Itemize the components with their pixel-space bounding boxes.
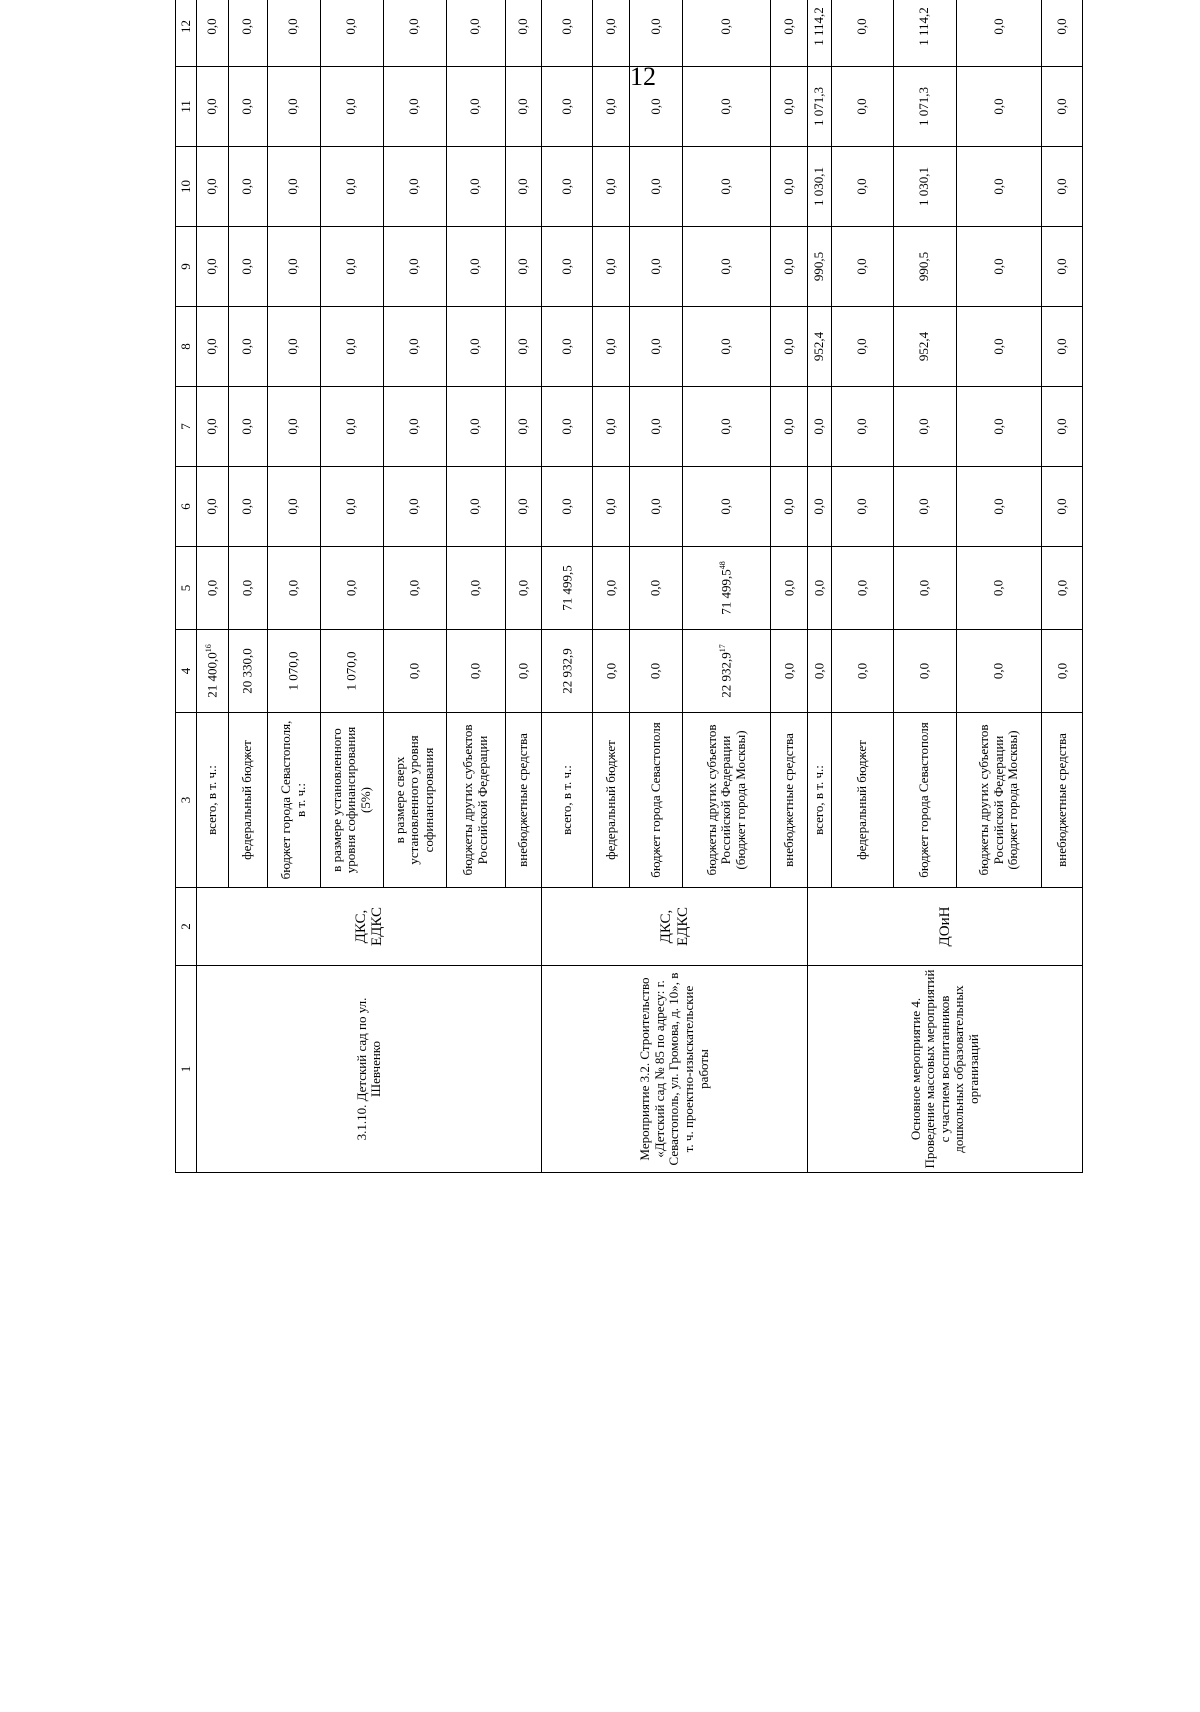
value-cell: 0,0 [267, 307, 320, 387]
value-cell: 0,0 [542, 387, 593, 467]
value-cell-c4 [383, 630, 446, 713]
value-text: 0,0 [1053, 662, 1069, 680]
header-cell: 11 [176, 67, 197, 147]
value-cell: 0,0 [446, 307, 505, 387]
value-text: 22 932,9 [718, 652, 734, 698]
page-number: 12 [630, 62, 656, 91]
value-cell: 0,0 [228, 307, 267, 387]
value-text: 0,0 [406, 662, 422, 680]
value-text: 0,0 [343, 579, 359, 597]
value-cell: 0,0 [197, 227, 229, 307]
value-cell: 0,0 [893, 467, 956, 547]
value-cell: 0,0 [320, 467, 383, 547]
value-cell: 0,0 [629, 147, 682, 227]
value-cell: 0,0 [383, 387, 446, 467]
header-cell: 8 [176, 307, 197, 387]
rotated-table-wrapper [175, 7, 1083, 1173]
value-cell: 0,0 [771, 147, 808, 227]
value-text: 0,0 [854, 579, 870, 597]
value-text: 0,0 [811, 662, 827, 680]
value-text: 0,0 [406, 579, 422, 597]
value-cell: 0,0 [956, 67, 1042, 147]
value-cell: 0,0 [505, 0, 542, 67]
value-cell: 0,0 [228, 67, 267, 147]
value-text: 0,0 [1053, 579, 1069, 597]
value-cell: 0,0 [542, 0, 593, 67]
value-cell: 0,0 [320, 67, 383, 147]
value-cell: 0,0 [267, 227, 320, 307]
source-label-cell: бюджет города Севастополя, в т. ч.: [267, 713, 320, 888]
value-cell: 0,0 [682, 147, 771, 227]
value-cell: 0,0 [682, 467, 771, 547]
source-label-cell: в размере установленного уровня софинансирования (5%) [320, 713, 383, 888]
value-cell-c4 [593, 630, 630, 713]
value-text: 0,0 [990, 579, 1006, 597]
header-cell: 12 [176, 0, 197, 67]
source-label-cell: бюджеты других субъектов Российской Федерации (бюджет города Москвы) [956, 713, 1042, 888]
value-text: 0,0 [467, 579, 483, 597]
value-cell: 0,0 [228, 467, 267, 547]
value-cell: 0,0 [808, 467, 832, 547]
value-cell: 0,0 [771, 467, 808, 547]
value-cell: 0,0 [832, 227, 893, 307]
value-cell-c5 [267, 547, 320, 630]
value-cell: 0,0 [832, 0, 893, 67]
value-cell: 0,0 [832, 67, 893, 147]
value-cell: 0,0 [1042, 387, 1083, 467]
value-cell: 0,0 [446, 387, 505, 467]
header-cell: 1 [176, 966, 197, 1173]
value-cell: 952,4 [808, 307, 832, 387]
table-row [197, 0, 229, 1173]
value-cell: 0,0 [228, 227, 267, 307]
value-cell: 0,0 [593, 467, 630, 547]
value-cell: 0,0 [682, 307, 771, 387]
value-cell: 0,0 [197, 0, 229, 67]
measure-name-cell: Мероприятие 3.2. Строительство «Детский сад № 85 по адресу: г. Севастополь, ул. Громова, д. 10», в т. ч. проектно-изыскательские работы [542, 966, 808, 1173]
value-cell: 0,0 [629, 467, 682, 547]
header-cell: 4 [176, 630, 197, 713]
value-cell: 0,0 [197, 67, 229, 147]
table-row [808, 0, 832, 1173]
value-cell-c5 [383, 547, 446, 630]
value-cell: 0,0 [267, 387, 320, 467]
value-cell: 0,0 [832, 307, 893, 387]
value-text: 0,0 [854, 662, 870, 680]
value-text: 21 400,0 [204, 652, 220, 698]
value-cell: 0,0 [771, 387, 808, 467]
value-cell: 0,0 [593, 147, 630, 227]
value-cell-c5 [832, 547, 893, 630]
measure-name-cell: 3.1.10. Детский сад по ул. Шевченко [197, 966, 542, 1173]
value-cell: 0,0 [771, 227, 808, 307]
value-text: 0,0 [990, 662, 1006, 680]
value-text: 0,0 [515, 579, 531, 597]
value-cell: 0,0 [197, 387, 229, 467]
value-cell-c4 [682, 630, 771, 713]
value-cell: 0,0 [267, 147, 320, 227]
table-body [176, 0, 1083, 1173]
value-cell: 0,0 [228, 387, 267, 467]
source-label-cell: бюджет города Севастополя [893, 713, 956, 888]
value-cell: 0,0 [542, 227, 593, 307]
value-cell-c4 [228, 630, 267, 713]
value-cell: 0,0 [542, 307, 593, 387]
value-cell: 0,0 [629, 307, 682, 387]
value-cell: 0,0 [629, 227, 682, 307]
value-cell: 0,0 [542, 467, 593, 547]
value-cell: 0,0 [383, 147, 446, 227]
value-text: 0,0 [647, 579, 663, 597]
value-cell: 1 071,3 [893, 67, 956, 147]
value-cell: 0,0 [505, 67, 542, 147]
value-cell: 0,0 [629, 67, 682, 147]
value-cell: 0,0 [832, 467, 893, 547]
value-cell-c5 [542, 547, 593, 630]
value-cell: 0,0 [956, 387, 1042, 467]
value-text: 0,0 [467, 662, 483, 680]
value-cell-c5 [956, 547, 1042, 630]
header-cell: 5 [176, 547, 197, 630]
value-cell-c4 [629, 630, 682, 713]
value-cell: 0,0 [593, 67, 630, 147]
value-cell: 0,0 [771, 307, 808, 387]
source-label-cell: в размере сверх установленного уровня софинансирования [383, 713, 446, 888]
value-cell-c4 [1042, 630, 1083, 713]
value-cell-c5 [682, 547, 771, 630]
value-cell-c4 [267, 630, 320, 713]
value-cell: 0,0 [771, 67, 808, 147]
source-label-cell: федеральный бюджет [228, 713, 267, 888]
value-cell-c4 [893, 630, 956, 713]
value-cell: 0,0 [893, 387, 956, 467]
executor-cell: ДКС, ЕДКС [542, 888, 808, 966]
source-label-cell: всего, в т. ч.: [808, 713, 832, 888]
value-cell: 0,0 [808, 387, 832, 467]
value-cell: 0,0 [197, 467, 229, 547]
source-label-cell: бюджеты других субъектов Российской Федерации [446, 713, 505, 888]
value-cell: 1 030,1 [893, 147, 956, 227]
value-cell: 0,0 [446, 67, 505, 147]
header-cell: 9 [176, 227, 197, 307]
value-text: 0,0 [916, 662, 932, 680]
value-cell: 0,0 [320, 387, 383, 467]
value-cell-c5 [593, 547, 630, 630]
value-cell: 0,0 [629, 0, 682, 67]
footnote-ref: 48 [718, 561, 728, 570]
executor-cell: ДКС, ЕДКС [197, 888, 542, 966]
value-cell-c4 [197, 630, 229, 713]
value-cell: 0,0 [593, 0, 630, 67]
value-cell: 0,0 [1042, 227, 1083, 307]
header-row [176, 0, 197, 1173]
budget-table [175, 0, 1083, 1173]
value-text: 0,0 [916, 579, 932, 597]
value-cell: 1 114,2 [808, 0, 832, 67]
value-cell: 0,0 [197, 147, 229, 227]
source-label-cell: всего, в т. ч.: [542, 713, 593, 888]
value-cell: 0,0 [593, 387, 630, 467]
value-cell: 1 071,3 [808, 67, 832, 147]
value-cell: 0,0 [1042, 67, 1083, 147]
value-cell-c4 [956, 630, 1042, 713]
value-cell: 0,0 [682, 227, 771, 307]
value-cell: 0,0 [383, 467, 446, 547]
value-cell: 0,0 [682, 67, 771, 147]
value-cell: 0,0 [1042, 147, 1083, 227]
value-cell-c4 [832, 630, 893, 713]
value-cell-c4 [446, 630, 505, 713]
header-cell: 7 [176, 387, 197, 467]
value-cell: 0,0 [320, 0, 383, 67]
value-cell: 0,0 [1042, 307, 1083, 387]
value-cell: 0,0 [682, 387, 771, 467]
value-cell: 0,0 [197, 307, 229, 387]
value-text: 0,0 [515, 662, 531, 680]
value-cell-c5 [505, 547, 542, 630]
footnote-ref: 17 [718, 644, 728, 653]
value-cell: 990,5 [808, 227, 832, 307]
value-cell: 0,0 [446, 467, 505, 547]
value-cell: 0,0 [956, 467, 1042, 547]
source-label-cell: бюджет города Севастополя [629, 713, 682, 888]
value-cell: 0,0 [267, 467, 320, 547]
value-cell: 0,0 [832, 147, 893, 227]
value-cell-c5 [893, 547, 956, 630]
value-cell-c5 [629, 547, 682, 630]
value-cell: 0,0 [1042, 467, 1083, 547]
table-row [542, 0, 593, 1173]
value-cell-c5 [197, 547, 229, 630]
value-cell: 0,0 [682, 0, 771, 67]
value-cell: 0,0 [505, 387, 542, 467]
source-label-cell: бюджеты других субъектов Российской Федерации (бюджет города Москвы) [682, 713, 771, 888]
value-cell: 0,0 [505, 307, 542, 387]
value-text: 20 330,0 [239, 648, 255, 694]
value-text: 71 499,5 [718, 569, 734, 615]
value-text: 0,0 [781, 662, 797, 680]
value-cell: 0,0 [320, 147, 383, 227]
value-text: 0,0 [239, 579, 255, 597]
value-cell-c5 [1042, 547, 1083, 630]
value-text: 22 932,9 [559, 648, 575, 694]
value-cell: 990,5 [893, 227, 956, 307]
executor-cell: ДОиН [808, 888, 1083, 966]
value-cell: 0,0 [383, 227, 446, 307]
measure-name-cell: Основное мероприятие 4. Проведение массовых мероприятий с участием воспитанников дошкольных образовательных организаций [808, 966, 1083, 1173]
source-label-cell: федеральный бюджет [832, 713, 893, 888]
source-label-cell: внебюджетные средства [771, 713, 808, 888]
value-cell-c5 [446, 547, 505, 630]
value-cell: 1 114,2 [893, 0, 956, 67]
value-cell: 0,0 [542, 67, 593, 147]
value-cell: 0,0 [629, 387, 682, 467]
value-text: 0,0 [603, 579, 618, 597]
value-cell: 0,0 [228, 0, 267, 67]
value-cell-c5 [771, 547, 808, 630]
header-cell: 3 [176, 713, 197, 888]
value-text: 0,0 [811, 579, 827, 597]
value-cell: 0,0 [383, 0, 446, 67]
source-label-cell: всего, в т. ч.: [197, 713, 229, 888]
value-cell: 0,0 [228, 147, 267, 227]
value-cell-c4 [505, 630, 542, 713]
header-cell: 6 [176, 467, 197, 547]
header-cell: 2 [176, 888, 197, 966]
value-cell-c5 [808, 547, 832, 630]
value-text: 71 499,5 [559, 565, 575, 611]
value-cell-c5 [320, 547, 383, 630]
value-cell: 0,0 [956, 147, 1042, 227]
value-text: 1 070,0 [343, 651, 359, 691]
value-text: 1 070,0 [285, 651, 301, 691]
value-cell: 952,4 [893, 307, 956, 387]
value-cell: 0,0 [446, 0, 505, 67]
value-cell: 0,0 [505, 147, 542, 227]
value-text: 0,0 [647, 662, 663, 680]
value-cell: 0,0 [383, 67, 446, 147]
value-cell: 0,0 [1042, 0, 1083, 67]
value-cell-c4 [808, 630, 832, 713]
value-cell-c4 [542, 630, 593, 713]
value-cell: 1 030,1 [808, 147, 832, 227]
value-text: 0,0 [204, 579, 220, 597]
value-cell: 0,0 [832, 387, 893, 467]
value-cell: 0,0 [320, 307, 383, 387]
value-cell: 0,0 [505, 227, 542, 307]
source-label-cell: федеральный бюджет [593, 713, 630, 888]
value-cell: 0,0 [956, 307, 1042, 387]
value-cell: 0,0 [956, 0, 1042, 67]
value-cell: 0,0 [542, 147, 593, 227]
source-label-cell: внебюджетные средства [1042, 713, 1083, 888]
source-label-cell: внебюджетные средства [505, 713, 542, 888]
header-cell: 10 [176, 147, 197, 227]
value-text: 0,0 [285, 579, 301, 597]
value-text: 0,0 [603, 662, 618, 680]
value-cell-c4 [771, 630, 808, 713]
value-cell: 0,0 [446, 227, 505, 307]
value-cell: 0,0 [267, 67, 320, 147]
value-text: 0,0 [781, 579, 797, 597]
value-cell: 0,0 [505, 467, 542, 547]
value-cell-c4 [320, 630, 383, 713]
value-cell: 0,0 [956, 227, 1042, 307]
value-cell: 0,0 [446, 147, 505, 227]
value-cell: 0,0 [593, 307, 630, 387]
value-cell: 0,0 [771, 0, 808, 67]
value-cell: 0,0 [267, 0, 320, 67]
value-cell: 0,0 [320, 227, 383, 307]
value-cell: 0,0 [383, 307, 446, 387]
value-cell-c5 [228, 547, 267, 630]
value-cell: 0,0 [593, 227, 630, 307]
footnote-ref: 16 [204, 644, 214, 653]
